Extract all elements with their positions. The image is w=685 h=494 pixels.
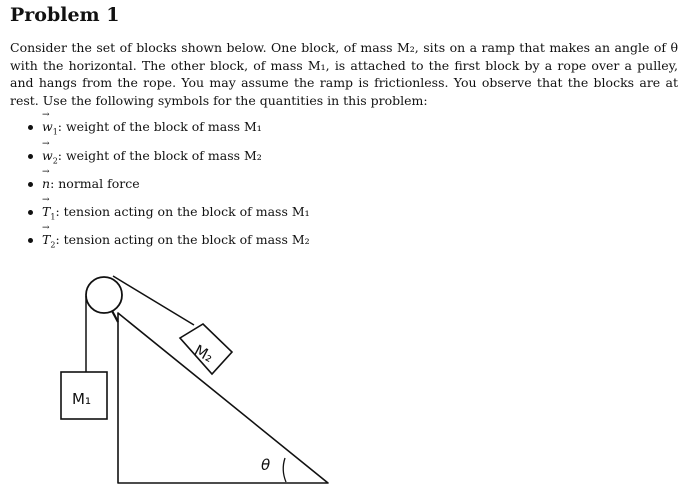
label-angle: θ bbox=[261, 456, 271, 474]
symbol-description: : weight of the block of mass M₁ bbox=[57, 119, 262, 134]
angle-arc bbox=[283, 458, 286, 482]
intro-line-4: the following symbols for the quantities in this problem: bbox=[71, 92, 428, 108]
symbol-subscript: 1 bbox=[52, 127, 58, 137]
symbol-subscript: 2 bbox=[52, 156, 58, 166]
symbol-subscript: 1 bbox=[50, 212, 56, 222]
symbol-subscript: 2 bbox=[50, 240, 56, 250]
label-m1: M₁ bbox=[72, 390, 91, 408]
symbol-description: : normal force bbox=[50, 176, 140, 191]
intro-line-3: hangs from the rope. You may assume the ramp is frictionless. You observe that the blocks are at rest. Use bbox=[10, 75, 678, 108]
symbol-description: : weight of the block of mass M₂ bbox=[57, 148, 262, 163]
symbol-description: : tension acting on the block of mass M₁ bbox=[55, 204, 310, 219]
symbol: → w bbox=[42, 148, 53, 163]
intro-line-1: Consider the set of blocks shown below. One block, of mass M₂, sits on a ramp that makes an angle of θ bbox=[10, 40, 678, 55]
symbol-description: : tension acting on the block of mass M₂ bbox=[55, 232, 310, 247]
pulley bbox=[86, 277, 122, 313]
intro-line-2: with the horizontal. The other block, of mass M₁, is attached to the first block by a rope over a pulley, and bbox=[10, 57, 678, 91]
label-m2: M₂ bbox=[191, 341, 217, 366]
symbol: → n bbox=[42, 176, 50, 191]
symbol: → T bbox=[42, 232, 50, 247]
rope-ramp bbox=[113, 276, 194, 325]
symbol: → w bbox=[42, 119, 53, 134]
ramp bbox=[118, 313, 328, 483]
problem-title: Problem 1 bbox=[10, 4, 120, 26]
symbol: → T bbox=[42, 204, 50, 219]
